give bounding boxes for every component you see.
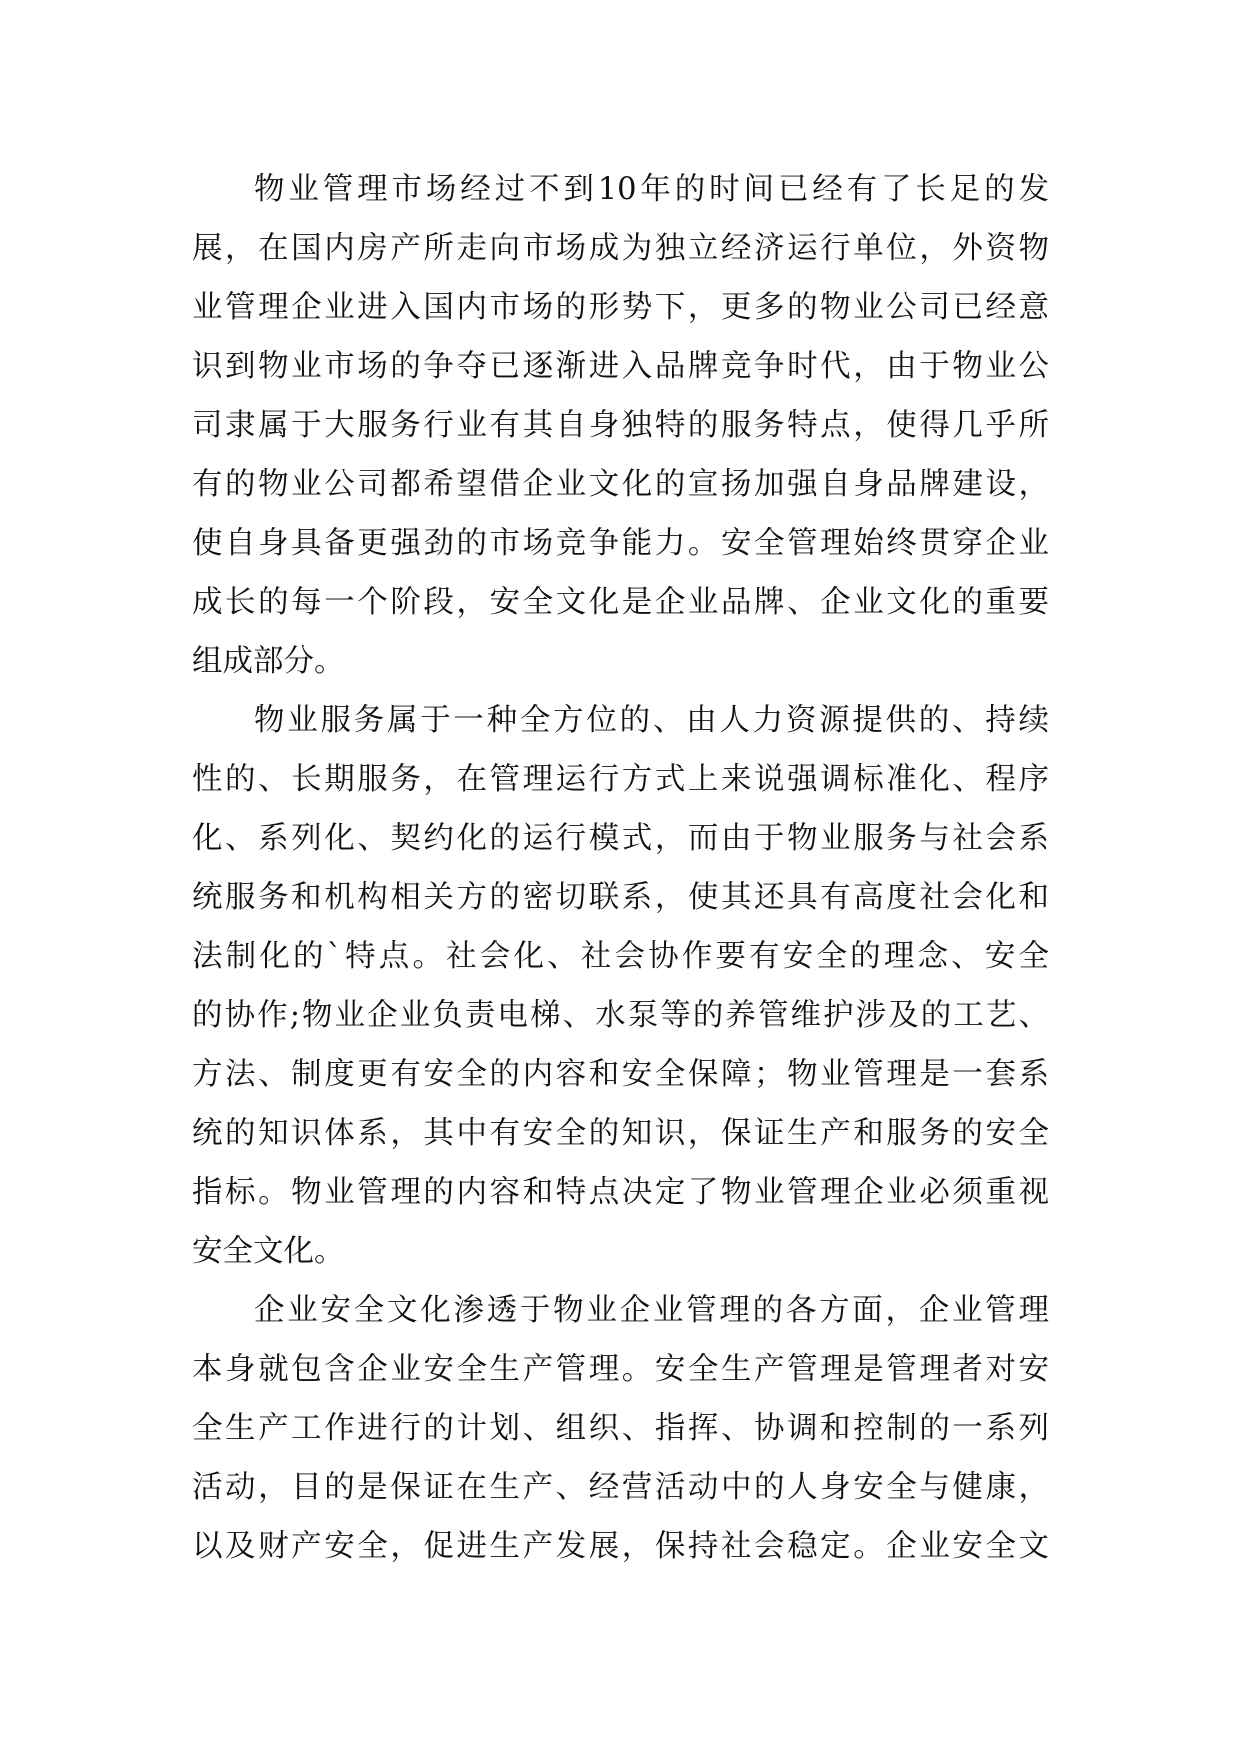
paragraph-line: 物业管理市场经过不到10年的时间已经有了长足的发 <box>254 172 1049 207</box>
paragraph-line: 法制化的`特点。社会化、社会协作要有安全的理念、安全 <box>192 939 1049 974</box>
paragraph-line: 成长的每一个阶段，安全文化是企业品牌、企业文化的重要 <box>192 585 1049 620</box>
paragraph-line: 使自身具备更强劲的市场竞争能力。安全管理始终贯穿企业 <box>192 526 1049 561</box>
paragraph-line: 展，在国内房产所走向市场成为独立经济运行单位，外资物 <box>192 231 1049 266</box>
paragraph-line: 性的、长期服务，在管理运行方式上来说强调标准化、程序 <box>192 762 1049 797</box>
paragraph-line: 物业服务属于一种全方位的、由人力资源提供的、持续 <box>254 703 1049 738</box>
paragraph-line: 有的物业公司都希望借企业文化的宣扬加强自身品牌建设， <box>192 467 1049 502</box>
paragraph-1 <box>192 160 1049 691</box>
paragraph-line: 司隶属于大服务行业有其自身独特的服务特点，使得几乎所 <box>192 408 1049 443</box>
paragraph-line: 的协作;物业企业负责电梯、水泵等的养管维护涉及的工艺、 <box>192 998 1049 1033</box>
paragraph-line: 统的知识体系，其中有安全的知识，保证生产和服务的安全 <box>192 1116 1049 1151</box>
paragraph-line: 组成部分。 <box>192 644 345 679</box>
paragraph-line: 本身就包含企业安全生产管理。安全生产管理是管理者对安 <box>192 1352 1049 1387</box>
paragraph-line: 识到物业市场的争夺已逐渐进入品牌竞争时代，由于物业公 <box>192 349 1049 384</box>
paragraph-3 <box>192 1281 1049 1576</box>
paragraph-line: 指标。物业管理的内容和特点决定了物业管理企业必须重视 <box>192 1175 1049 1210</box>
paragraph-line: 化、系列化、契约化的运行模式，而由于物业服务与社会系 <box>192 821 1049 856</box>
document-body <box>192 160 1049 1576</box>
paragraph-line: 活动，目的是保证在生产、经营活动中的人身安全与健康， <box>192 1470 1049 1505</box>
paragraph-2 <box>192 691 1049 1281</box>
paragraph-line: 业管理企业进入国内市场的形势下，更多的物业公司已经意 <box>192 290 1049 325</box>
paragraph-line: 以及财产安全，促进生产发展，保持社会稳定。企业安全文 <box>192 1529 1049 1564</box>
paragraph-line: 安全文化。 <box>192 1234 345 1269</box>
paragraph-line: 企业安全文化渗透于物业企业管理的各方面，企业管理 <box>254 1293 1049 1328</box>
paragraph-line: 统服务和机构相关方的密切联系，使其还具有高度社会化和 <box>192 880 1049 915</box>
paragraph-line: 全生产工作进行的计划、组织、指挥、协调和控制的一系列 <box>192 1411 1049 1446</box>
paragraph-line: 方法、制度更有安全的内容和安全保障；物业管理是一套系 <box>192 1057 1049 1092</box>
